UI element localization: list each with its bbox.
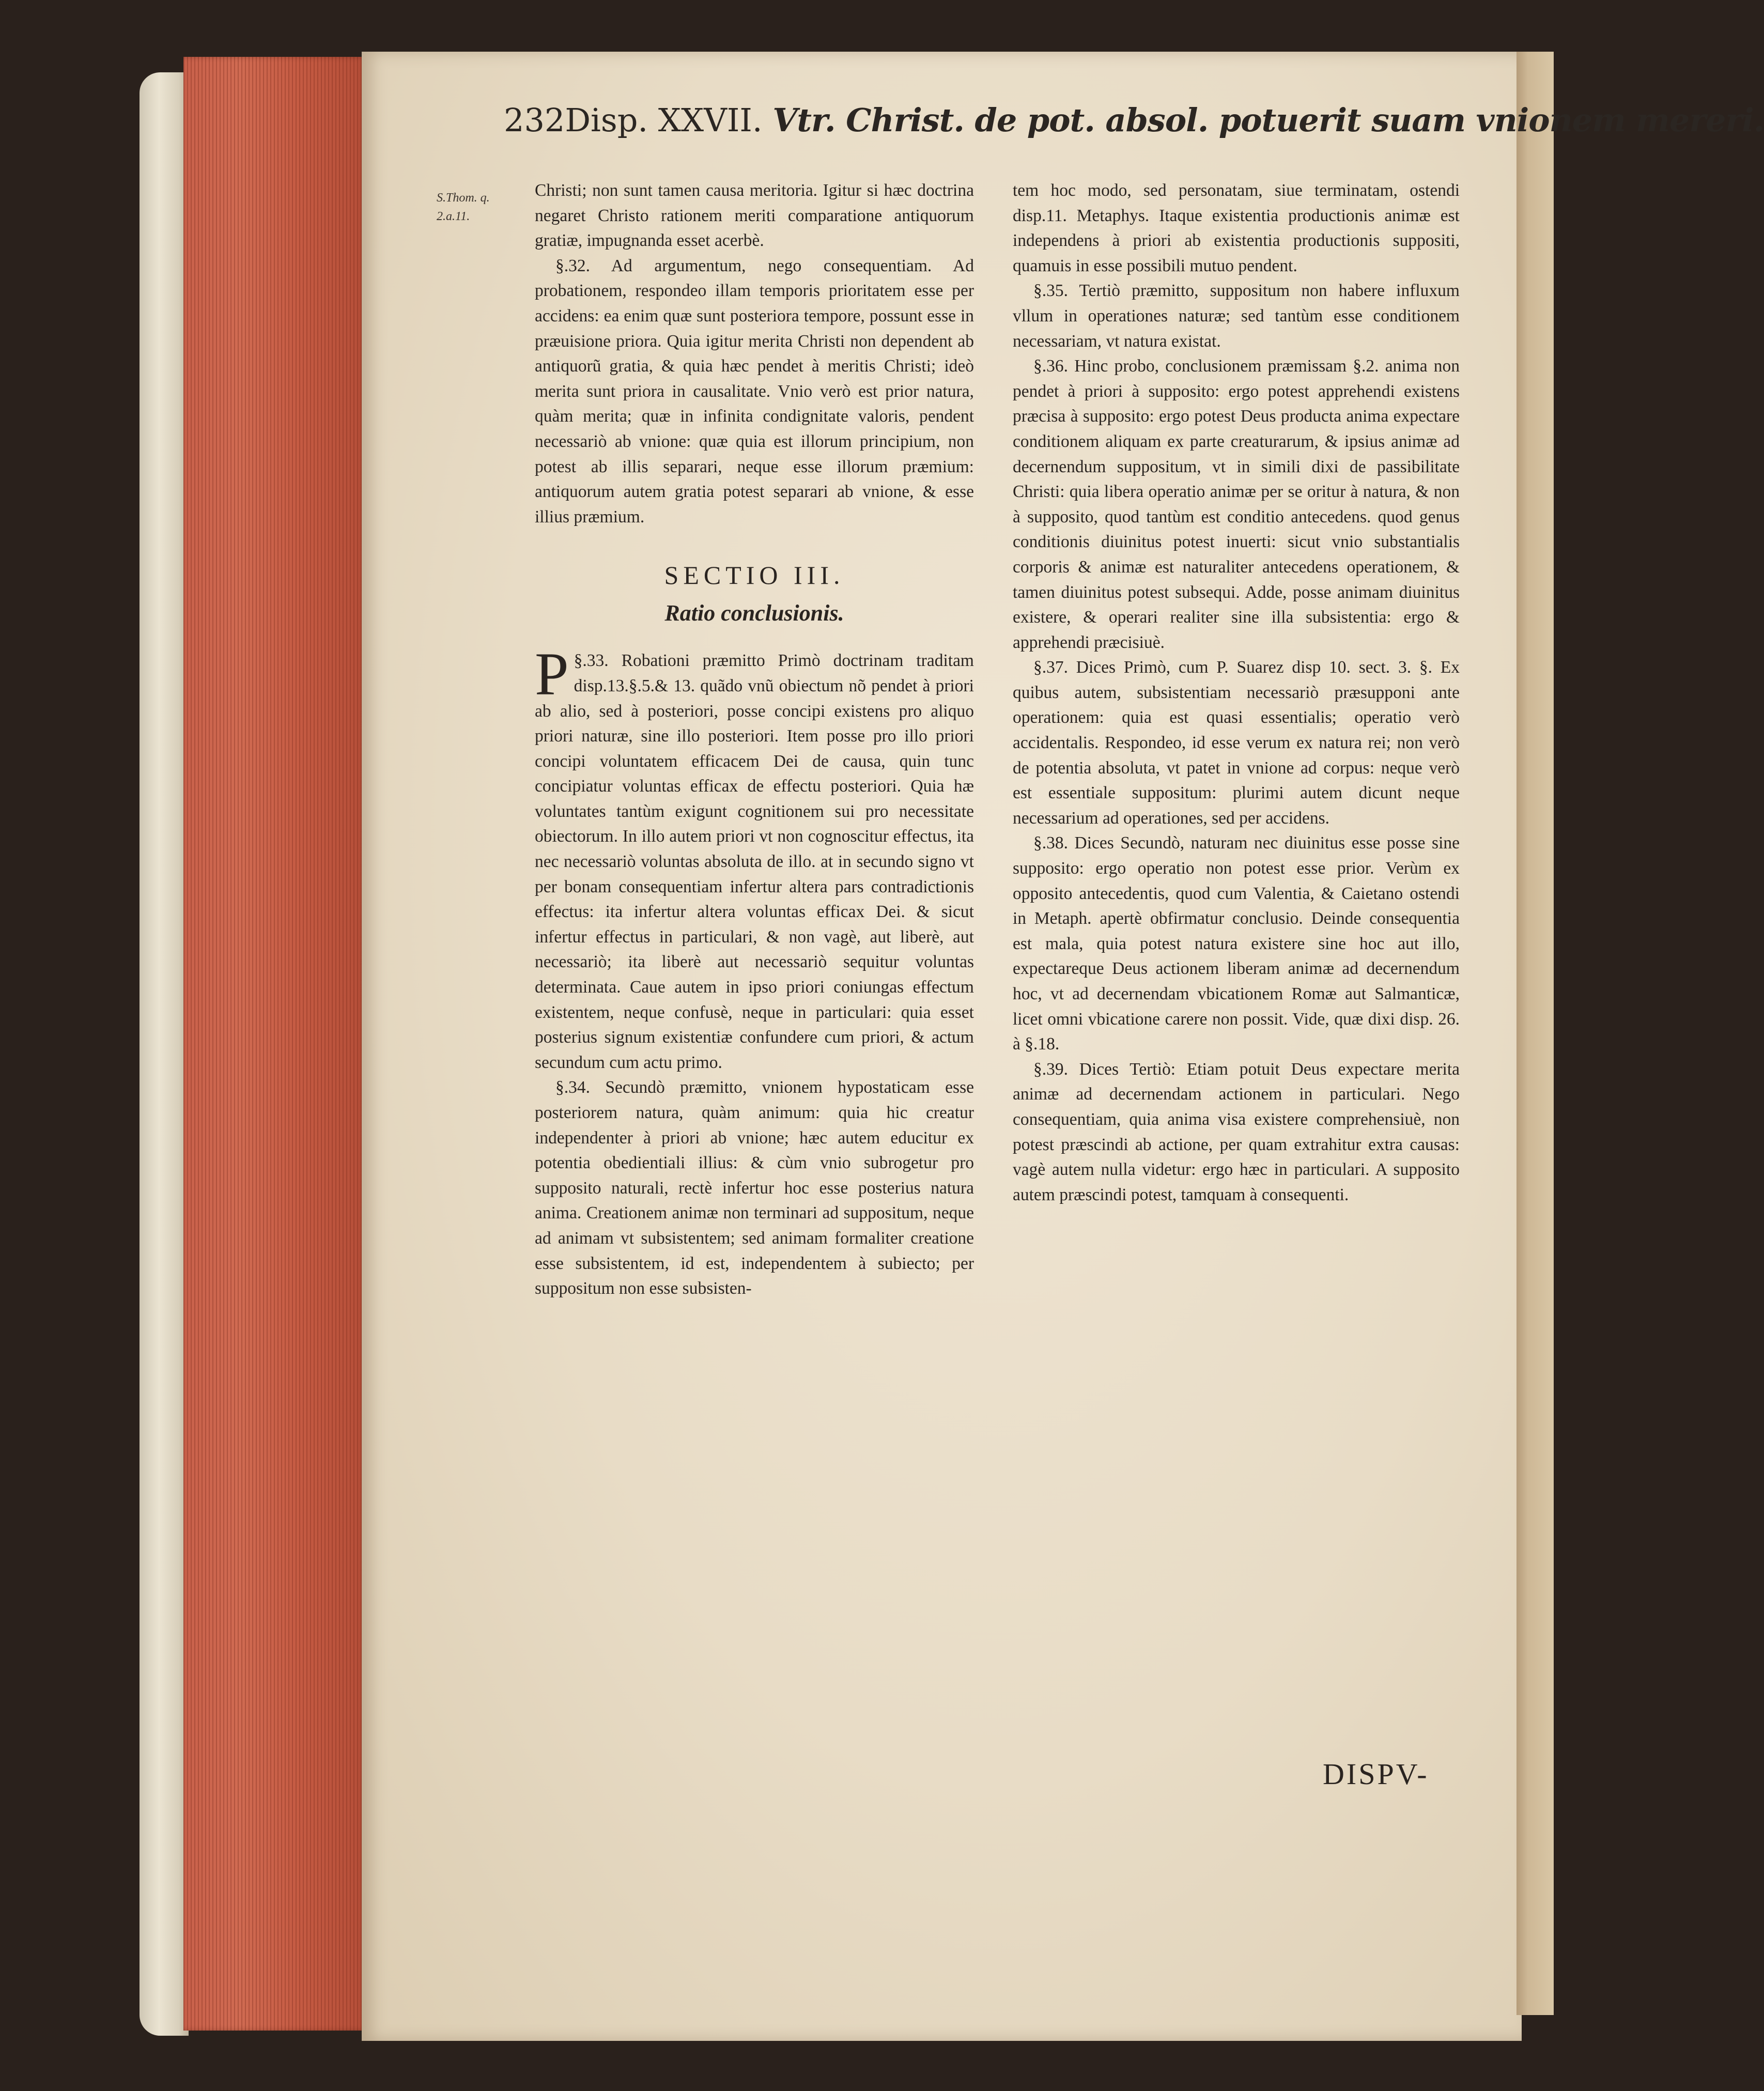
section-subheading: Ratio conclusionis.	[664, 600, 844, 626]
paragraph: §.38. Dices Secundò, naturam nec diuinitus esse posse sine supposito: ergo operatio non potest esse prior. Verùm ex opposito antecedentis, quod cum Valentia, & Caietano ostendi in Metaph. apertè obfirmatur conclusio. Deinde consequentia est mala, quia potest natura existere sine hoc aut illo, expectareque Deus actionem liberam animæ ad decernendum hoc, vt ad decernendam vbicationem Romæ aut Salmanticæ, licet omni vbicatione carere non possit. Vide, quæ dixi disp. 26. à §.18.	[1013, 833, 1460, 1054]
paragraph-number: §.33.	[574, 651, 609, 671]
page-number: 232	[504, 101, 565, 139]
catchword: DISPV-	[1323, 1757, 1429, 1791]
paragraph-33	[535, 640, 974, 1075]
running-title: Vtr. Christ. de pot. absol. potuerit suam vnionem mereri.	[772, 101, 1764, 139]
drop-capital: P	[535, 640, 569, 708]
book-cover-edge	[140, 72, 189, 2036]
paragraph: §.39. Dices Tertiò: Etiam potuit Deus expectare merita animæ ad decernendam actionem in particulari. Nego consequentiam, quia anima visa existere comprehensiuè, non potest præscindi ab actione, per quam extrahitur extra causas: vagè autem nulla videtur: ergo hæc in particulari. A supposito autem præscindi potest, tamquam à consequenti.	[1013, 1059, 1460, 1204]
running-head	[504, 101, 1764, 139]
margin-note: S.Thom. q. 2.a.11.	[437, 191, 490, 223]
paragraph: Christi; non sunt tamen causa meritoria. Igitur si hæc doctrina negaret Christo rationem meriti comparatione antiquorum gratiæ, impugnanda esset acerbè.	[535, 181, 974, 251]
disputation-label: Disp. XXVII.	[565, 101, 763, 139]
red-page-edges	[183, 57, 367, 2031]
paragraph: §.34. Secundò præmitto, vnionem hypostaticam esse posteriorem natura, quàm animum: quia hic creatur independenter à priori ab vnione; hæc autem educitur ex potentia obedientiali illius: & cùm vnio subrogetur pro supposito naturali, rectè infertur hoc esse posterius natura anima. Creationem animæ non terminari ad suppositum, neque ad animam vt subsistentem; sed animam formaliter creatione esse subsistentem, id est, independentem à subiecto; per suppositum non esse subsisten-	[535, 1078, 974, 1298]
right-column	[1013, 178, 1460, 1207]
paragraph: §.35. Tertiò præmitto, suppositum non habere influxum vllum in operationes naturæ; sed tantùm esse conditionem necessariam, vt natura existat.	[1013, 281, 1460, 351]
paragraph: tem hoc modo, sed personatam, siue terminatam, ostendi disp.11. Metaphys. Itaque existentia productionis animæ est independens à priori ab existentia productionis suppositi, quamuis in esse possibili mutuo pendent.	[1013, 181, 1460, 275]
paragraph-text: Robationi præmitto Primò doctrinam traditam disp.13.§.5.& 13. quãdo vnũ obiectum nõ pendet à priori ab alio, sed à posteriori, posse concipi existens pro aliquo priori naturæ, sine illo posteriori. Item posse pro illo priori concipi voluntatem efficacem Dei de causa, quin tunc concipiatur voluntas efficax de effectu posteriori. Quia hæ voluntates tantùm exigunt cognitionem sui pro necessitate obiectorum. In illo autem priori vt non cognoscitur effectus, ita nec necessariò voluntas absoluta de illo. at in secundo signo vt per bonam consequentiam infertur altera pars contradictionis effectus: ita infertur altera voluntas efficax Dei. & sicut infertur effectus in particulari, & non vagè, aut liberè, aut necessariò; ita liberè aut necessariò sequitur voluntas determinata. Caue autem in ipso priori coniungas effectum existentem, neque confusè, neque in particulari: quia esset posterius signum existentiæ confundere cum priori, & actum secundum cum actu primo.	[535, 651, 974, 1072]
section-heading: SECTIO III.	[664, 561, 845, 590]
paragraph: §.32. Ad argumentum, nego consequentiam. Ad probationem, respondeo illam temporis prioritatem esse per accidens: ea enim quæ sunt posteriora tempore, possunt esse in præuisione priora. Quia igitur merita Christi non dependent ab antiquorũ gratia, & quia hæc pendet à meritis Christi; ideò merita sunt priora in causalitate. Vnio verò est prior natura, quàm merita; quæ in infinita condignitate valoris, pendent necessariò ab vnione: quæ quia est illorum principium, non potest ab illis separari, neque esse illorum præmium: antiquorum autem gratia potest separari ab vnione, & esse illius præmium.	[535, 256, 974, 526]
facing-page-edge	[1517, 52, 1554, 2015]
paragraph: §.37. Dices Primò, cum P. Suarez disp 10. sect. 3. §. Ex quibus autem, subsistentiam necessariò præsupponi ante operationem: quia est quasi essentialis; operatio verò accidentalis. Respondeo, id esse verum ex natura rei; non verò de potentia absoluta, vt patet in vnione ad corpus: neque verò est essentiale suppositum: plurimi autem dicunt neque necessarium ad operationes, sed per accidens.	[1013, 658, 1460, 828]
left-column	[535, 178, 974, 1302]
paragraph: §.36. Hinc probo, conclusionem præmissam §.2. anima non pendet à priori à supposito: ergo potest apprehendi existens præcisa à supposito: ergo potest Deus producta anima expectare conditionem aliquam ex parte creaturarum, & ipsius animæ ad decernendum suppositum, vt in simili dixi de passibilitate Christi: quia libera operatio animæ per se oritur à natura, & non à supposito, quod tantùm est conditio antecedens. quod genus conditionis diuinitus potest inuerti: sicut vnio substantialis corporis & animæ est naturaliter antecedens operationem, & tamen diuinitus potest subsequi. Adde, posse animam diuinitus existere, & operari realiter sine illa subsistentia: ergo & apprehendi præcisiuè.	[1013, 357, 1460, 652]
